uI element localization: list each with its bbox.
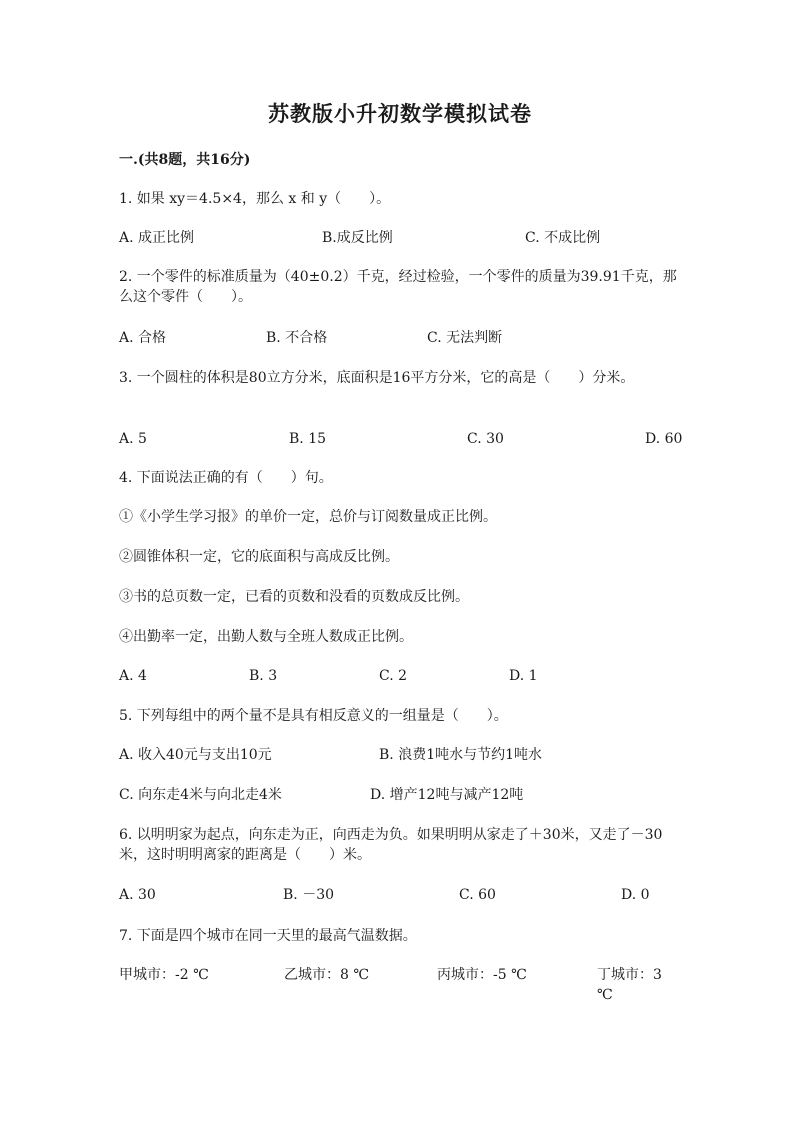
q7-city-bing: 丙城市：-5 ℃: [437, 967, 527, 983]
q6-option-c: C. 60: [459, 887, 496, 903]
question-6-stem: 6. 以明明家为起点，向东走为正，向西走为负。如果明明从家走了＋30米，又走了－30米，这时明明离家的距离是（ ）米。: [119, 827, 663, 863]
q3-option-b: B. 15: [289, 431, 327, 447]
question-7-stem: 7. 下面是四个城市在同一天里的最高气温数据。: [119, 928, 417, 944]
q4-statement-3: ③书的总页数一定，已看的页数和没看的页数成反比例。: [119, 589, 469, 605]
q1-option-a: A. 成正比例: [119, 230, 195, 246]
q5-option-b: B. 浪费1吨水与节约1吨水: [379, 747, 543, 763]
q7-city-ding: 丁城市：3 ℃: [597, 967, 662, 1003]
q1-option-c: C. 不成比例: [525, 230, 601, 246]
q5-option-a: A. 收入40元与支出10元: [119, 747, 272, 763]
q3-option-d: D. 60: [645, 431, 683, 447]
section-heading: 一.(共8题，共16分): [119, 152, 251, 168]
q6-option-a: A. 30: [119, 887, 156, 903]
question-3-stem: 3. 一个圆柱的体积是80立方分米，底面积是16平方分米，它的高是（ ）分米。: [119, 370, 635, 386]
question-2-stem: 2. 一个零件的标准质量为（40±0.2）千克，经过检验，一个零件的质量为39.91千克，那么这个零件（ ）。: [119, 269, 677, 305]
q4-option-c: C. 2: [379, 668, 408, 684]
q4-statement-1: ①《小学生学习报》的单价一定，总价与订阅数量成正比例。: [119, 509, 497, 525]
q6-option-d: D. 0: [621, 887, 650, 903]
q2-option-b: B. 不合格: [266, 330, 328, 346]
question-1-stem: 1. 如果 xy＝4.5×4，那么 x 和 y（ ）。: [119, 191, 391, 207]
q5-option-d: D. 增产12吨与减产12吨: [370, 787, 524, 803]
q4-option-a: A. 4: [119, 668, 147, 684]
page-title: 苏教版小升初数学模拟试卷: [268, 101, 532, 126]
question-5-stem: 5. 下列每组中的两个量不是具有相反意义的一组量是（ ）。: [119, 708, 508, 724]
q2-option-c: C. 无法判断: [427, 330, 503, 346]
q4-option-b: B. 3: [249, 668, 278, 684]
q1-option-b: B.成反比例: [322, 230, 393, 246]
q4-statement-2: ②圆锥体积一定，它的底面积与高成反比例。: [119, 549, 399, 565]
q6-option-b: B. －30: [283, 887, 335, 903]
q2-option-a: A. 合格: [119, 330, 167, 346]
q3-option-a: A. 5: [119, 431, 147, 447]
q4-option-d: D. 1: [509, 668, 538, 684]
q4-statement-4: ④出勤率一定，出勤人数与全班人数成正比例。: [119, 629, 413, 645]
question-4-stem: 4. 下面说法正确的有（ ）句。: [119, 470, 333, 486]
q7-city-jia: 甲城市：-2 ℃: [119, 967, 209, 983]
q7-city-yi: 乙城市：8 ℃: [284, 967, 370, 983]
q5-option-c: C. 向东走4米与向北走4米: [119, 787, 282, 803]
q3-option-c: C. 30: [467, 431, 504, 447]
